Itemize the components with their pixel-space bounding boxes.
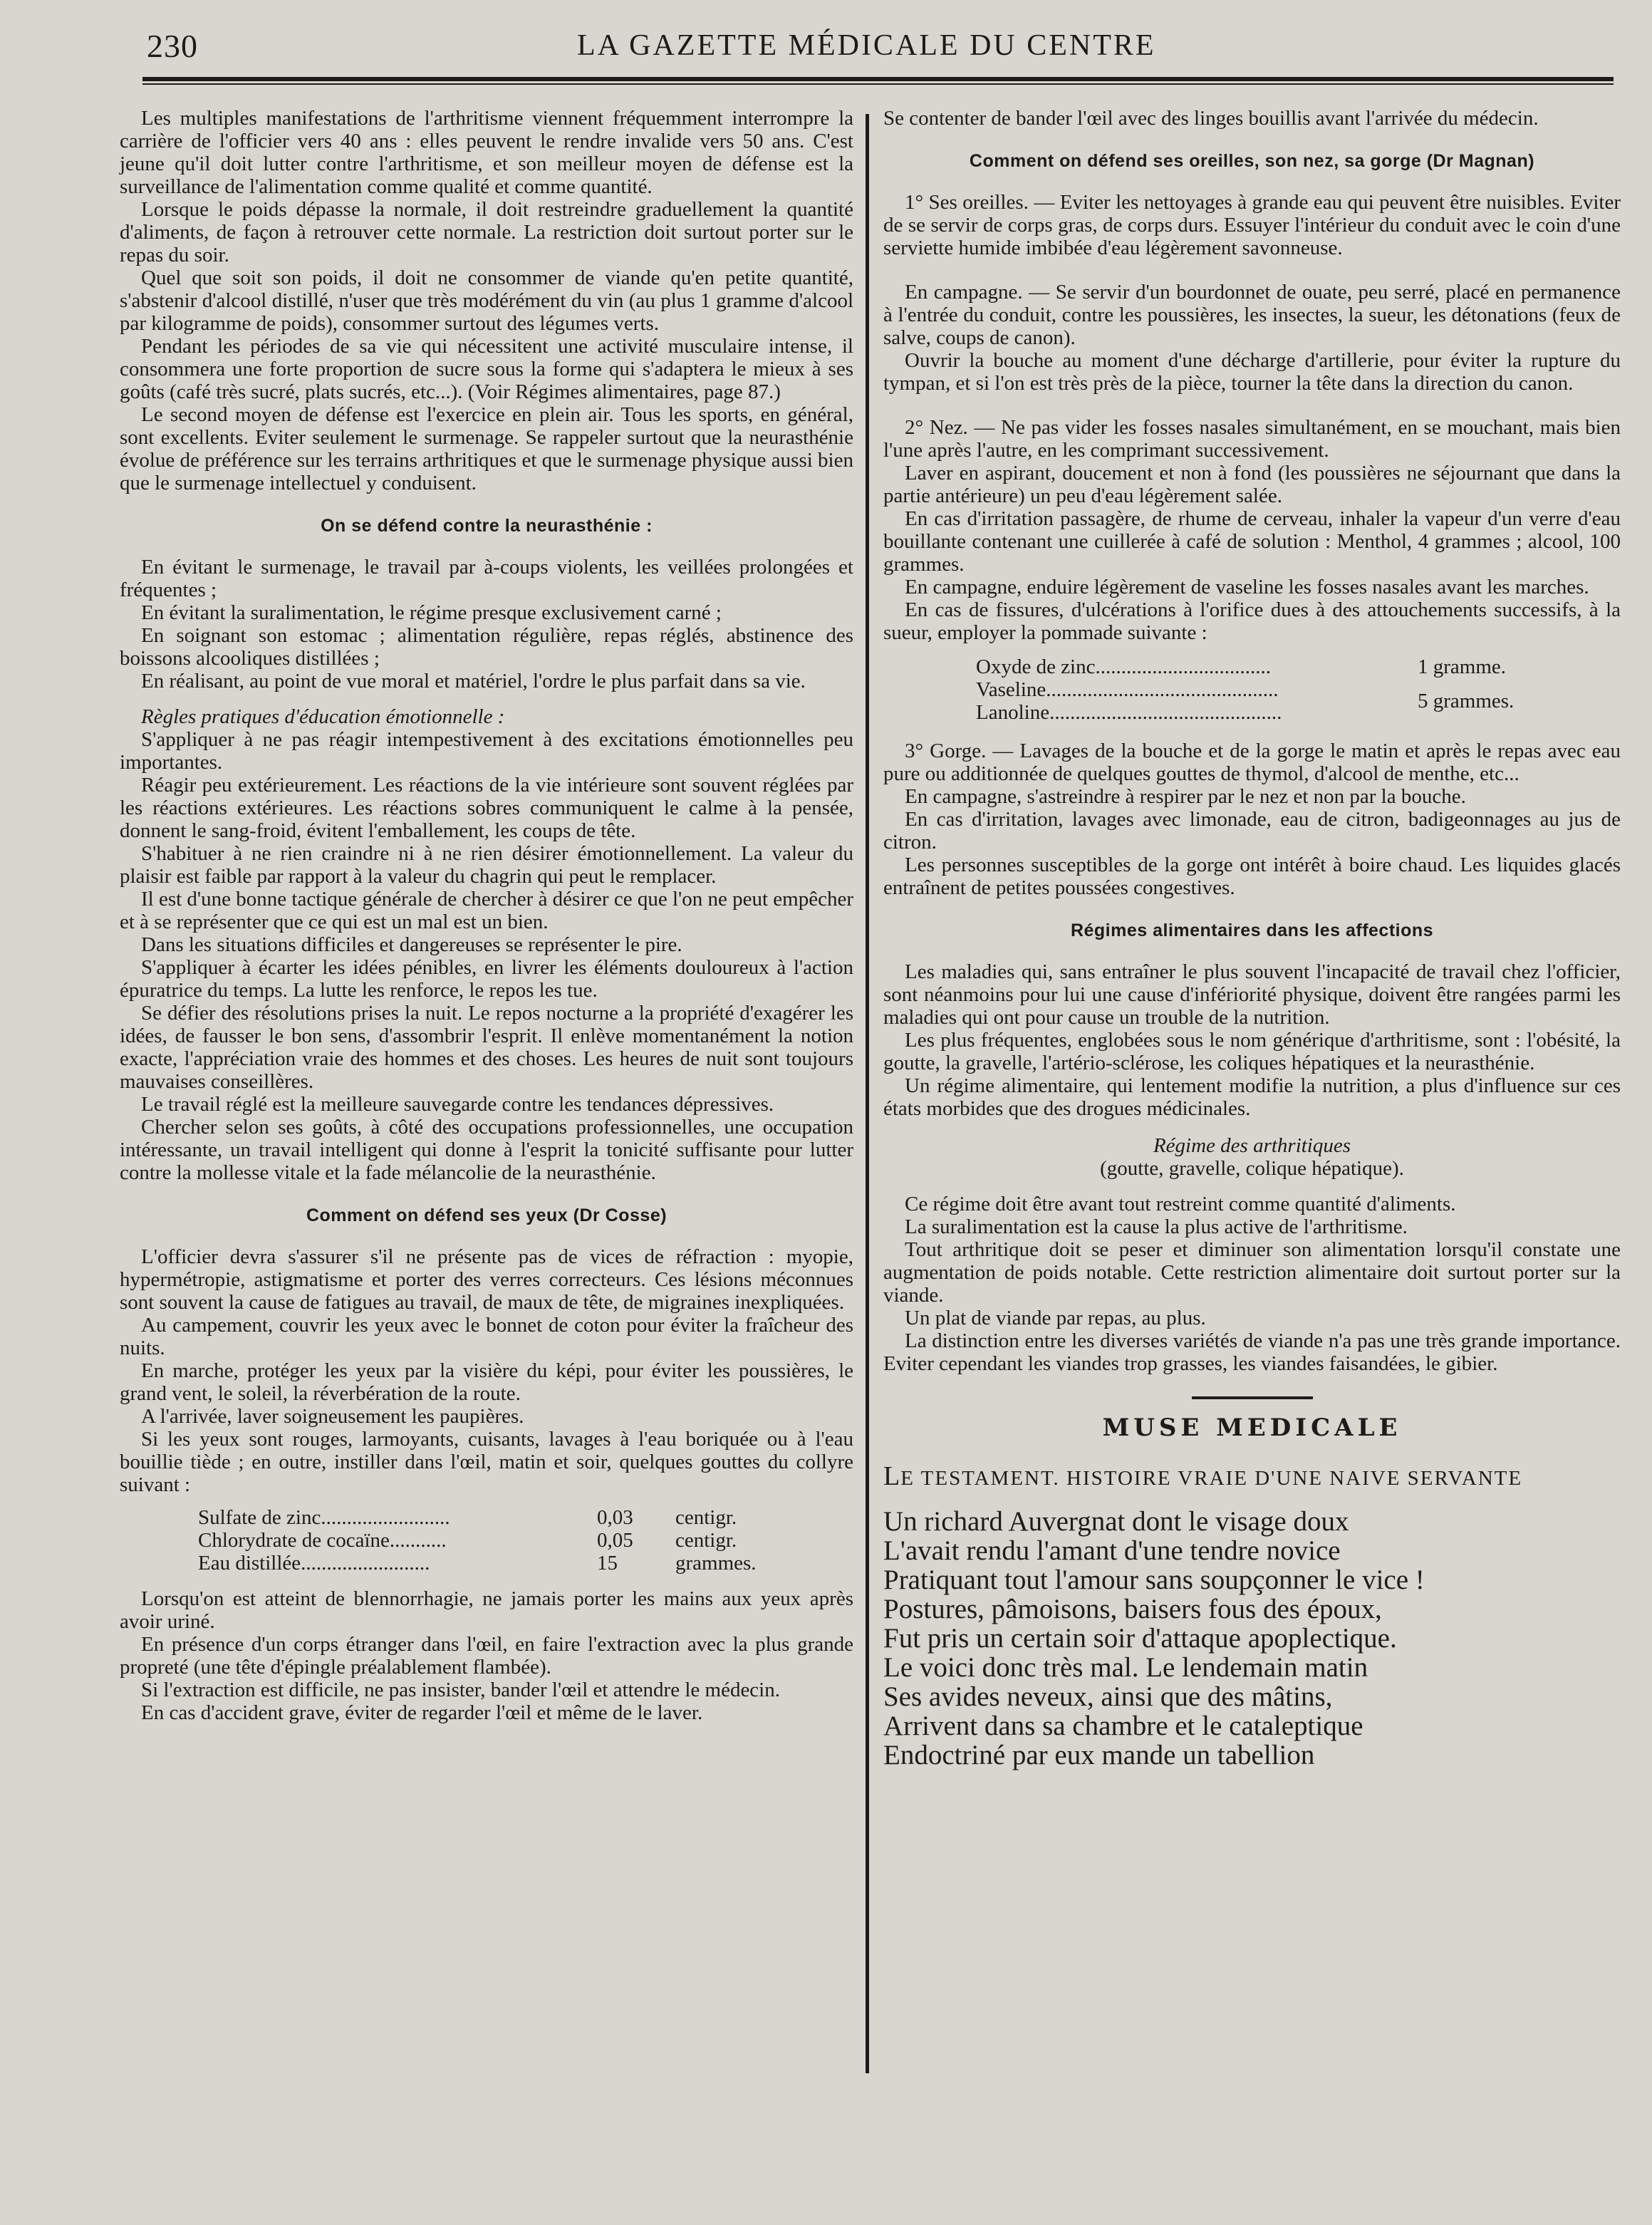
header-rule-thin [142,83,1614,85]
regime-subtitle: (goutte, gravelle, colique hépatique). [1100,1157,1404,1180]
paragraph: Chercher selon ses goûts, à côté des occupations professionnelles, une occupation intéressante, un travail intelligent qui donne à l'esprit la tonicité suffisante pour lutter contre la mollesse vitale et la fade mélancolie de la neurasthénie. [120,1116,853,1184]
ingredient-unit: centigr. [675,1506,737,1529]
regime-title: Régime des arthritiques [1153,1134,1351,1157]
poem-line: Endoctriné par eux mande un tabellion [883,1740,1315,1770]
ingredient-name: Vaseline............................................. [976,678,1279,701]
poem-line: Fut pris un certain soir d'attaque apoplectique. [883,1623,1397,1654]
paragraph: Se défier des résolutions prises la nuit. Le repos nocturne a la propriété d'exagérer les idées, de fausser le bon sens, d'assombrir l'esprit. Il enlève momentanément la notion exacte, l'appréciation vraie des hommes et des choses. Les heures de nuit sont toujours mauvaises conseillères. [120,1002,853,1093]
pommade-recipe [976,655,1621,727]
poem-title-part: E TESTAMENT. H [900,1467,1083,1490]
paragraph: Lorsque le poids dépasse la normale, il doit restreindre graduellement la quantité d'aliments, de façon à retrouver cette normale. La restriction doit surtout porter sur le repas du soir. [120,198,853,266]
paragraph: En cas d'irritation, lavages avec limonade, eau de citron, badigeonnages au jus de citron. [883,808,1621,854]
paragraph: Au campement, couvrir les yeux avec le bonnet de coton pour éviter la fraîcheur des nuits. [120,1314,853,1359]
paragraph: 3° Gorge. — Lavages de la bouche et de la gorge le matin et après le repas avec eau pure ou additionnée de quelques gouttes de thymol, d'alcool de menthe, etc... [883,740,1621,785]
paragraph: En campagne. — Se servir d'un bourdonnet de ouate, peu serré, placé en permanence à l'entrée du conduit, contre les poussières, les insectes, la sueur, les détonations (feux de salve, coups de canon). [883,281,1621,349]
collyre-recipe [198,1506,853,1575]
paragraph: Si l'extraction est difficile, ne pas insister, bander l'œil et attendre le médecin. [141,1679,780,1701]
paragraph: Tout arthritique doit se peser et diminuer son alimentation lorsqu'il constate une augmentation de poids notable. Cette restriction alimentaire doit surtout porter sur la viande. [883,1238,1621,1307]
ingredient-unit: grammes. [675,1552,757,1575]
paragraph: Ouvrir la bouche au moment d'une décharge d'artillerie, pour éviter la rupture du tympan, et si l'on est très près de la pièce, tourner la tête dans la direction du canon. [883,349,1621,395]
paragraph: La distinction entre les diverses variétés de viande n'a pas une très grande importance. Eviter cependant les viandes trop grasses, les viandes faisandées, le gibier. [883,1329,1621,1375]
paragraph: Le travail réglé est la meilleure sauvegarde contre les tendances dépressives. [141,1093,774,1116]
paragraph: Le second moyen de défense est l'exercice en plein air. Tous les sports, en général, sont excellents. Eviter seulement le surmenage. Se rappeler surtout que la neurasthénie évolue de préférence sur les terrains arthritiques et que le surmenage physique aussi bien que le surmenage intellectuel y conduisent. [120,403,853,494]
poem-title-initial: L [883,1461,901,1491]
paragraph: En présence d'un corps étranger dans l'œil, en faire l'extraction avec la plus grande propreté (une tête d'épingle préalablement flambée). [120,1633,853,1679]
paragraph: Les plus fréquentes, englobées sous le nom générique d'arthritisme, sont : l'obésité, la goutte, la gravelle, l'artério-sclérose, les coliques hépatiques et la neurasthénie. [883,1029,1621,1074]
paragraph: En évitant la suralimentation, le régime presque exclusivement carné ; [141,601,722,624]
paragraph: Un plat de viande par repas, au plus. [905,1307,1206,1329]
header-rule [142,77,1614,81]
heading-regimes: Régimes alimentaires dans les affections [1070,920,1434,940]
poem-line: Postures, pâmoisons, baisers fous des époux, [883,1594,1382,1624]
heading-yeux: Comment on défend ses yeux (Dr Cosse) [306,1205,667,1225]
ingredient-qty: 15 [597,1552,618,1575]
ingredient-qty: 5 grammes. [1418,690,1515,712]
paragraph: S'appliquer à ne pas réagir intempestivement à des excitations émotionnelles peu importantes. [120,728,853,774]
paragraph: Les personnes susceptibles de la gorge ont intérêt à boire chaud. Les liquides glacés entraînent de petites poussées congestives. [883,854,1621,899]
paragraph: En cas d'accident grave, éviter de regarder l'œil et même de le laver. [141,1701,703,1724]
paragraph: En campagne, enduire légèrement de vaseline les fosses nasales avant les marches. [905,576,1589,598]
paragraph: Se contenter de bander l'œil avec des linges bouillis avant l'arrivée du médecin. [883,107,1539,130]
paragraph: Laver en aspirant, doucement et non à fond (les poussières ne séjournant que dans la partie antérieure) un peu d'eau légèrement salée. [883,462,1621,507]
paragraph: Un régime alimentaire, qui lentement modifie la nutrition, a plus d'influence sur ces états morbides que des drogues médicinales. [883,1074,1621,1120]
ingredient-name: Chlorydrate de cocaïne........... [198,1529,447,1552]
poem [883,1507,1621,1770]
heading-oreilles: Comment on défend ses oreilles, son nez, sa gorge (Dr Magnan) [969,151,1535,171]
paragraph: Il est d'une bonne tactique générale de chercher à désirer ce que l'on ne peut empêcher et à se représenter que ce qui est un mal est un bien. [120,888,853,933]
poem-line: Un richard Auvergnat dont le visage doux [883,1506,1349,1537]
page-number: 230 [147,28,198,64]
ingredient-name: Lanoline............................................. [976,701,1282,724]
paragraph: Ce régime doit être avant tout restreint comme quantité d'aliments. [905,1193,1456,1215]
paragraph: 1° Ses oreilles. — Eviter les nettoyages à grande eau qui peuvent être nuisibles. Eviter de se servir de corps gras, de corps durs. Essuyer l'intérieur du conduit avec le coin d'une serviette humide imbibée d'eau légèrement savonneuse. [883,191,1621,259]
column-divider [866,114,869,2073]
paragraph: En cas de fissures, d'ulcérations à l'orifice dues à des attouchements successifs, à la sueur, employer la pommade suivante : [883,598,1621,644]
muse-title: MUSE MEDICALE [1102,1414,1402,1442]
page-header [142,27,1539,70]
poem-line: Arrivent dans sa chambre et le cataleptique [883,1711,1363,1741]
ingredient-qty: 0,05 [597,1529,633,1552]
paragraph: En campagne, s'astreindre à respirer par le nez et non par la bouche. [905,785,1466,808]
paragraph: Pendant les périodes de sa vie qui nécessitent une activité musculaire intense, il consommera une forte proportion de sucre sous la forme qui s'adaptera le mieux à ses goûts (café très sucré, plats sucrés, etc...). (Voir Régimes alimentaires, page 87.) [120,335,853,403]
paragraph: En marche, protéger les yeux par la visière du képi, pour éviter les poussières, le grand vent, le soleil, la réverbération de la route. [120,1359,853,1405]
paragraph: Les multiples manifestations de l'arthritisme viennent fréquemment interrompre la carrière de l'officier vers 40 ans : elles peuvent le rendre invalide vers 50 ans. C'est jeune qu'il doit lutter contre l'arthritisme, et son meilleur moyen de défense est la surveillance de l'alimentation comme qualité et comme quantité. [120,107,853,198]
poem-line: L'avait rendu l'amant d'une tendre novice [883,1535,1341,1566]
ingredient-name: Oxyde de zinc.................................. [976,655,1271,678]
ingredient-unit: centigr. [675,1529,737,1552]
paragraph: En réalisant, au point de vue moral et matériel, l'ordre le plus parfait dans sa vie. [141,670,806,693]
ingredient-name: Eau distillée......................... [198,1552,430,1575]
subheading-regles: Règles pratiques d'éducation émotionnelle : [141,705,505,728]
section-rule [1192,1396,1313,1399]
ingredient-qty: 1 gramme. [1418,655,1507,678]
recipe-row [198,1552,853,1575]
recipe-row [198,1506,853,1529]
right-column [883,107,1621,1770]
paragraph: Lorsqu'on est atteint de blennorrhagie, ne jamais porter les mains aux yeux après avoir uriné. [120,1587,853,1633]
paragraph: La suralimentation est la cause la plus active de l'arthritisme. [905,1215,1408,1238]
paragraph: S'appliquer à écarter les idées pénibles, en livrer les éléments douloureux à l'action épuratrice du temps. La lutte les renforce, le repos les tue. [120,956,853,1002]
paragraph: Les maladies qui, sans entraîner le plus souvent l'incapacité de travail chez l'officier, sont néanmoins pour lui une cause d'infériorité physique, doivent être rangées parmi les maladies qui ont pour cause un trouble de la nutrition. [883,960,1621,1029]
paragraph: Dans les situations difficiles et dangereuses se représenter le pire. [141,933,682,956]
paragraph: Réagir peu extérieurement. Les réactions de la vie intérieure sont souvent réglées par les réactions extérieures. Les réactions sobres communiquent le calme à la pensée, donnent le sang-froid, évitent l'emballement, les coups de tête. [120,774,853,842]
left-column [120,107,853,1724]
paragraph: L'officier devra s'assurer s'il ne présente pas de vices de réfraction : myopie, hypermétropie, astigmatisme et porter des verres correcteurs. Ces lésions méconnues sont souvent la cause de fatigues au travail, de maux de tête, de migraines inexpliquées. [120,1245,853,1314]
poem-title [883,1461,1621,1494]
poem-line: Pratiquant tout l'amour sans soupçonner le vice ! [883,1565,1425,1595]
paragraph: S'habituer à ne rien craindre ni à ne rien désirer émotionnellement. La valeur du plaisir est faible par rapport à la valeur du chagrin qui peut le remplacer. [120,842,853,888]
poem-line: Le voici donc très mal. Le lendemain matin [883,1652,1368,1683]
ingredient-name: Sulfate de zinc......................... [198,1506,450,1529]
heading-neurasthenie: On se défend contre la neurasthénie : [321,516,653,536]
paragraph: 2° Nez. — Ne pas vider les fosses nasales simultanément, en se mouchant, mais bien l'une après l'autre, en les comprimant successivement. [883,416,1621,462]
poem-line: Ses avides neveux, ainsi que des mâtins, [883,1681,1333,1712]
paragraph: En évitant le surmenage, le travail par à-coups violents, les veillées prolongées et fréquentes ; [120,556,853,601]
journal-title: LA GAZETTE MÉDICALE DU CENTRE [577,29,1156,62]
ingredient-qty: 0,03 [597,1506,633,1529]
paragraph: En cas d'irritation passagère, de rhume de cerveau, inhaler la vapeur d'un verre d'eau bouillante contenant une cuillerée à café de solution : Menthol, 4 grammes ; alcool, 100 grammes. [883,507,1621,576]
paragraph: Si les yeux sont rouges, larmoyants, cuisants, lavages à l'eau boriquée ou à l'eau bouillie tiède ; en outre, instiller dans l'œil, matin et soir, quelques gouttes du collyre suivant : [120,1428,853,1496]
paragraph: A l'arrivée, laver soigneusement les paupières. [141,1405,524,1428]
poem-title-part: ISTOIRE VRAIE D'UNE NAIVE SERVANTE [1083,1467,1523,1490]
paragraph: En soignant son estomac ; alimentation régulière, repas réglés, abstinence des boissons alcooliques distillées ; [120,624,853,670]
recipe-row [198,1529,853,1552]
paragraph: Quel que soit son poids, il doit ne consommer de viande qu'en petite quantité, s'abstenir d'alcool distillé, n'user que très modérément du vin (au plus 1 gramme d'alcool par kilogramme de poids), consommer surtout des légumes verts. [120,266,853,335]
